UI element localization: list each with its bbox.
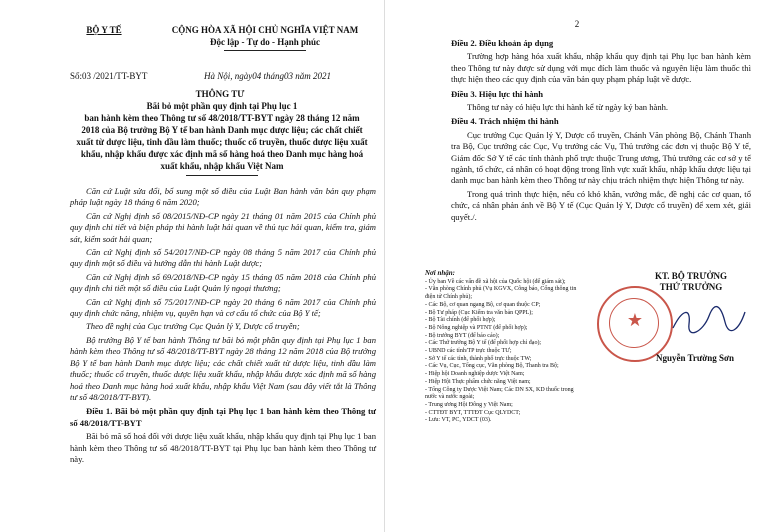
- title-line: 2018 của Bộ trưởng Bộ Y tế ban hành Danh mục dược liệu; các chất chiết: [81, 125, 363, 135]
- article-3-title: Điều 3. Hiệu lực thi hành: [451, 88, 544, 99]
- list-item: - Văn phòng Chính phủ (Vụ KGVX, Công báo, Cổng thông tin điện tử Chính phủ);: [425, 286, 577, 301]
- signature-title-1: KT. BỘ TRƯỞNG: [654, 271, 728, 281]
- basis-paragraph: Theo đề nghị của Cục trưởng Cục Quản lý Y, Dược cổ truyền;: [86, 321, 300, 332]
- document-number: Số:03 /2021/TT-BYT: [70, 71, 148, 81]
- list-item: - Sở Y tế các tỉnh, thành phố trực thuộc TW;: [425, 355, 532, 362]
- list-item: - Trung ương Hội Đông y Việt Nam;: [425, 401, 513, 408]
- document-title: [64, 100, 380, 172]
- place-date: Hà Nội, ngày04 tháng03 năm 2021: [204, 71, 331, 81]
- article-1-title: Điều 1. Bãi bỏ một phần quy định tại Phụ lục 1 ban hành kèm theo Thông tư số 48/2018/TT-BYT: [70, 406, 376, 428]
- title-line: khẩu, nhập khẩu được xác định mã số hàng hoá theo Danh mục hàng hoá: [80, 149, 364, 159]
- document-page-2: [384, 0, 768, 532]
- list-item: - Tổng Công ty Dược Việt Nam; Các DN SX, KD thuốc trong nước và nước ngoài;: [425, 386, 574, 401]
- basis-paragraph: Căn cứ Nghị định số 54/2017/NĐ-CP ngày 08 tháng 5 năm 2017 của Chính phủ quy định một số điều và hướng dẫn thi hành Luật dược;: [70, 247, 376, 269]
- recipients-list: [425, 279, 585, 425]
- title-line: Bãi bỏ một phần quy định tại Phụ lục 1: [146, 101, 298, 111]
- ministry-name: BỘ Y TẾ: [86, 25, 122, 35]
- enactment-paragraph: Bộ trưởng Bộ Y tế ban hành Thông tư bãi bỏ một phần quy định tại Phụ lục 1 ban hành kèm theo Thông tư số 48/2018/TT-BYT ngày 28 tháng 12 năm 2018 của Bộ trưởng Bộ Y tế ban hành Danh mục dược liệu; các chất chiết xuất từ dược liệu, tinh dầu làm thuốc; thuốc cổ truyền, thuốc dược liệu xuất khẩu, nhập khẩu được xác định mã số hàng hoá theo Danh mục hàng hoá xuất khẩu, nhập khẩu Việt Nam (sau đây viết tắt là Thông tư số 48/2018/TT-BYT).: [70, 334, 376, 402]
- list-item: - Lưu: VT, PC, YDCT (03).: [425, 417, 492, 424]
- basis-paragraph: Căn cứ Luật sửa đổi, bổ sung một số điều của Luật Ban hành văn bản quy phạm pháp luật ngày 18 tháng 6 năm 2020;: [70, 186, 376, 208]
- recipients-block: [425, 270, 585, 425]
- signature-icon: [669, 302, 749, 338]
- title-line: xuất từ dược liệu, tinh dầu làm thuốc; thuốc cổ truyền, thuốc dược liệu xuất: [76, 137, 368, 147]
- list-item: - Bộ Tài chính (để phối hợp);: [425, 317, 496, 324]
- national-motto: Độc lập - Tự do - Hạnh phúc: [209, 37, 320, 47]
- title-line: xuất khẩu, nhập khẩu Việt Nam: [160, 161, 284, 171]
- article-1-body: Bãi bỏ mã số hoá đối với dược liệu xuất khẩu, nhập khẩu quy định tại Phụ lục 1 ban hành kèm theo Thông tư số 48/2018/TT-BYT tại Phụ lục ban hành kèm theo Thông tư này.: [70, 431, 376, 464]
- list-item: - Bộ trưởng BYT (để báo cáo);: [425, 332, 500, 339]
- motto-underline: [224, 50, 306, 51]
- basis-paragraph: Căn cứ Nghị định số 75/2017/NĐ-CP ngày 20 tháng 6 năm 2017 của Chính phủ quy định chức năng, nhiệm vụ, quyền hạn và cơ cấu tổ chức của Bộ Y tế;: [70, 296, 376, 319]
- list-item: - Bộ Tư pháp (Cục Kiểm tra văn bản QPPL);: [425, 309, 533, 316]
- list-item: - Hiệp hội Doanh nghiệp dược Việt Nam;: [425, 371, 525, 378]
- article-4-body: Trong quá trình thực hiện, nếu có khó khăn, vướng mắc, đề nghị các cơ quan, tổ chức, cá nhân phản ánh về Bộ Y tế (Cục Quản lý Y, Dược cổ truyền) để xem xét, giải quyết./.: [451, 188, 751, 222]
- article-2-title: Điều 2. Điều khoản áp dụng: [451, 38, 554, 48]
- legal-basis: [70, 186, 376, 465]
- article-4-body: Cục trưởng Cục Quản lý Y, Dược cổ truyền, Chánh Văn phòng Bộ, Chánh Thanh tra Bộ, Cục trưởng các Cục, Vụ trưởng các Vụ, Thủ trưởng các đơn vị thuộc Bộ Y tế, Giám đốc Sở Y tế các tỉnh thành phố trực thuộc Trung ương, Thủ trưởng các cơ sở y tế ngành, tổ chức, cá nhân có hoạt động trong lĩnh vực xuất khẩu, nhập khẩu dược liệu tại danh mục ban hành kèm theo Thông tư này chịu trách nhiệm thực hiện Thông tư này.: [451, 129, 751, 186]
- list-item: - Các Thứ trưởng Bộ Y tế (để phối hợp chỉ đạo);: [425, 340, 542, 347]
- title-underline: [186, 175, 258, 176]
- articles-2-4: [451, 38, 751, 223]
- official-seal-icon: ★: [597, 286, 673, 362]
- article-2-body: Trường hợp hàng hóa xuất khẩu, nhập khẩu quy định tại Phụ lục ban hành kèm theo Thông tư này được sử dụng với mục đích làm thuốc và nguyên liệu làm thuốc thì thực hiện theo các quy định của văn bản quy phạm pháp luật về dược.: [451, 51, 751, 85]
- article-4-title: Điều 4. Trách nhiệm thi hành: [451, 116, 559, 127]
- list-item: - Bộ Nông nghiệp và PTNT (để phối hợp);: [425, 324, 528, 331]
- signature-title-2: THỨ TRƯỞNG: [659, 282, 723, 292]
- list-item: - Hiệp Hội Thực phẩm chức năng Việt nam;: [425, 378, 531, 385]
- basis-paragraph: Căn cứ Nghị định số 08/2015/NĐ-CP ngày 21 tháng 01 năm 2015 của Chính phủ quy định chi tiết và biện pháp thi hành luật hải quan về thủ tục hải quan, kiểm tra, giám sát, kiểm soát hải quan;: [70, 210, 376, 244]
- page-number: 2: [574, 19, 580, 29]
- basis-paragraph: Căn cứ Nghị định số 69/2018/NĐ-CP ngày 15 tháng 05 năm 2018 của Chính phủ quy định chi tiết một số điều của Luật Quản lý ngoại thương;: [70, 271, 376, 294]
- country-name: CỘNG HÒA XÃ HỘI CHỦ NGHĨA VIỆT NAM: [171, 25, 359, 35]
- list-item: - Các Bộ, cơ quan ngang Bộ, cơ quan thuộc CP;: [425, 301, 541, 308]
- document-type: THÔNG TƯ: [195, 89, 245, 99]
- article-3-body: Thông tư này có hiệu lực thi hành kể từ ngày ký ban hành.: [467, 102, 669, 113]
- list-item: - CTTĐT BYT, TTTĐT Cục QLYDCT;: [425, 409, 521, 416]
- list-item: - Ủy ban Về các vấn đề xã hội của Quốc hội (để giám sát);: [425, 278, 566, 285]
- list-item: - Các Vụ, Cục, Tổng cục, Văn phòng Bộ, Thanh tra Bộ;: [425, 363, 559, 370]
- title-line: ban hành kèm theo Thông tư số 48/2018/TT-BYT ngày 28 tháng 12 năm: [84, 113, 360, 123]
- recipients-title: Nơi nhận:: [425, 269, 456, 277]
- list-item: - UBND các tỉnh/TP trực thuộc TƯ;: [425, 348, 512, 355]
- signer-name: Nguyễn Trường Sơn: [655, 353, 735, 363]
